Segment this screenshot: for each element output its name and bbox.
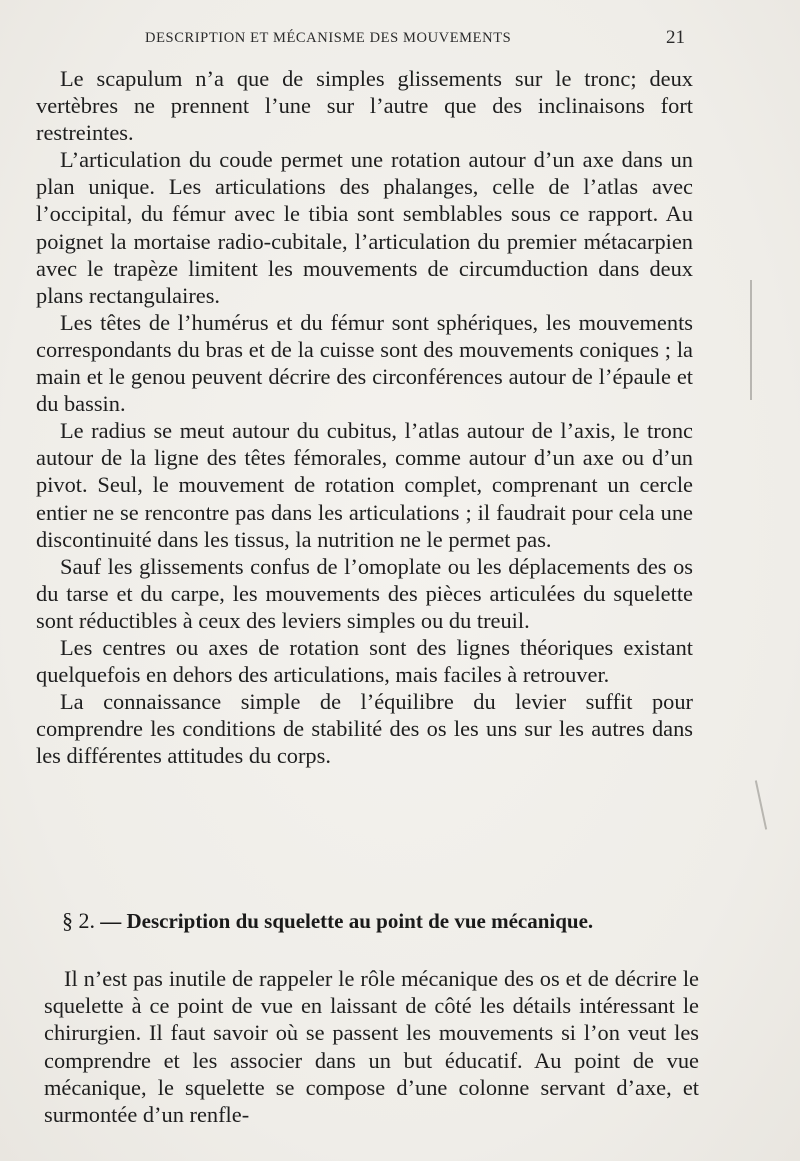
page-number: 21 xyxy=(666,27,685,48)
body-text xyxy=(36,65,693,769)
paragraph: Il n’est pas inutile de rappeler le rôle mécanique des os et de décrire le squelette à ce point de vue en laissant de côté les détails intéressant le chirurgien. Il faut savoir où se passent les mouvements si l’on veut les comprendre et les associer dans un but éducatif. Au point de vue mécanique, le squelette se compose d’une colonne servant d’axe, et surmontée d’un renfle- xyxy=(44,966,699,1128)
paragraph: Le scapulum n’a que de simples glissements sur le tronc; deux vertèbres ne prennent l’une sur l’autre que des inclinaisons fort restreintes. xyxy=(36,66,693,146)
paragraph: La connaissance simple de l’équilibre du levier suffit pour comprendre les conditions de stabilité des os les uns sur les autres dans les différentes attitudes du corps. xyxy=(36,689,693,769)
paragraph: L’articulation du coude permet une rotation autour d’un axe dans un plan unique. Les articulations des phalanges, celle de l’atlas avec l’occipital, du fémur avec le tibia sont semblables sous ce rapport. Au poignet la mortaise radio-cubitale, l’articulation du premier métacarpien avec le trapèze limitent les mouvements de circumduction dans deux plans rectangulaires. xyxy=(36,147,693,308)
paragraph: Le radius se meut autour du cubitus, l’atlas autour de l’axis, le tronc autour de la ligne des têtes fémorales, comme autour d’un axe ou d’un pivot. Seul, le mouvement de rotation complet, comprenant un cercle entier ne se rencontre pas dans les articulations ; il faudrait pour cela une discontinuité dans les tissus, la nutrition ne le permet pas. xyxy=(36,418,693,552)
running-header xyxy=(145,27,685,52)
section-symbol: § 2. xyxy=(62,908,95,933)
paragraph: Les têtes de l’humérus et du fémur sont sphériques, les mouvements correspondants du bras et de la cuisse sont des mouvements coniques ; la main et le genou peuvent décrire des circonférences autour de l’épaule et du bassin. xyxy=(36,309,693,417)
section-title: — Description du squelette au point de vue mécanique. xyxy=(100,909,594,933)
paragraph: Les centres ou axes de rotation sont des lignes théoriques existant quelquefois en dehors des articulations, mais faciles à retrouver. xyxy=(36,634,693,688)
margin-scan-mark xyxy=(755,780,767,829)
margin-scan-mark xyxy=(750,280,752,400)
paragraph: Sauf les glissements confus de l’omoplate ou les déplacements des os du tarse et du carpe, les mouvements des pièces articulées du squelette sont réductibles à ceux des leviers simples ou du treuil. xyxy=(36,553,693,633)
section-heading xyxy=(62,908,702,934)
section-body-text xyxy=(44,965,699,1128)
running-title: DESCRIPTION ET MÉCANISME DES MOUVEMENTS xyxy=(145,30,512,46)
